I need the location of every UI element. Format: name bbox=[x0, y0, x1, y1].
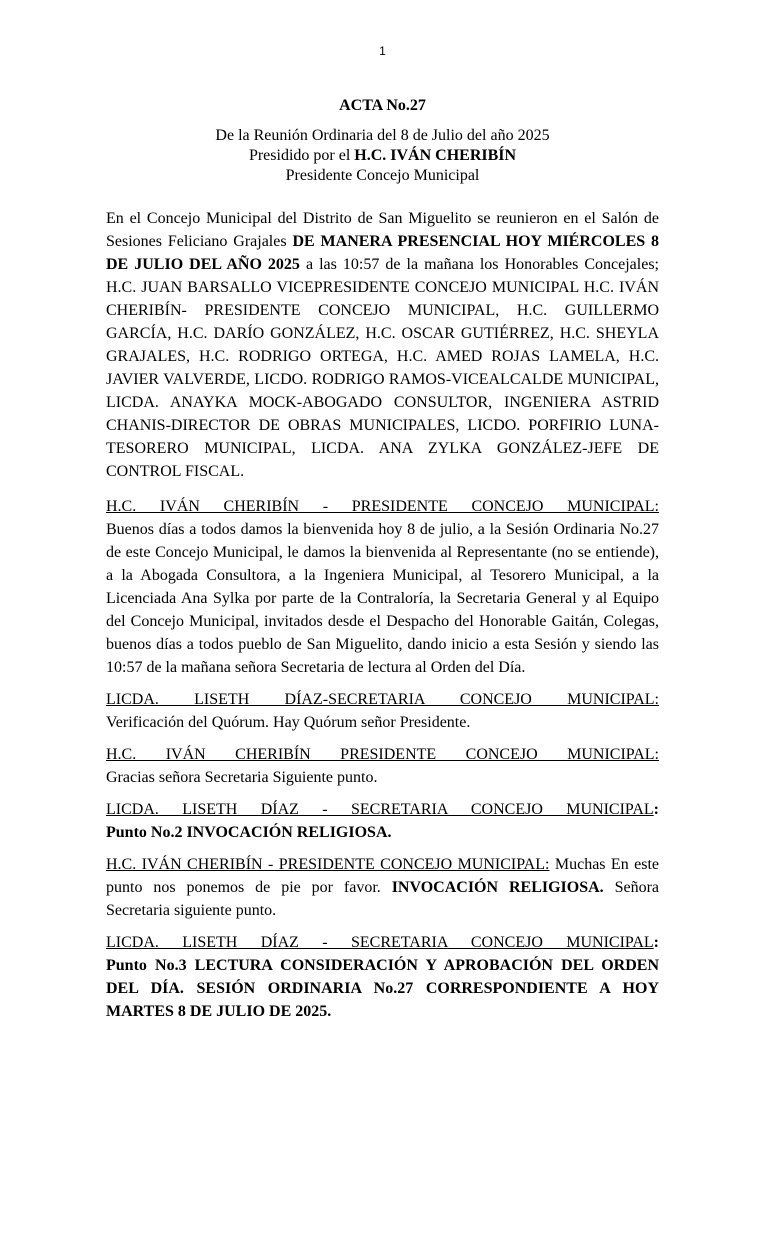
paragraph-point-3 bbox=[106, 931, 659, 1023]
paragraph-president-welcome bbox=[106, 495, 659, 679]
agenda-point-text: Punto No.2 INVOCACIÓN RELIGIOSA. bbox=[106, 824, 392, 841]
page-number: 1 bbox=[379, 44, 386, 58]
paragraph-quorum bbox=[106, 688, 659, 734]
speaker-colon: : bbox=[653, 934, 659, 951]
session-date-line: De la Reunión Ordinaria del 8 de Julio del año 2025 bbox=[215, 127, 550, 144]
speaker-label: H.C. IVÁN CHERIBÍN - PRESIDENTE CONCEJO MUNICIPAL: bbox=[106, 856, 550, 873]
paragraph-next-point bbox=[106, 743, 659, 789]
president-role: Presidente Concejo Municipal bbox=[285, 167, 480, 184]
intro-bold: DE MANERA PRESENCIAL HOY MIÉRCOLES 8 DE JULIO DEL AÑO 2025 bbox=[106, 233, 660, 273]
speech-text: Gracias señora Secretaria Siguiente punto. bbox=[106, 769, 378, 786]
speaker-label: LICDA. LISETH DÍAZ-SECRETARIA CONCEJO MUNICIPAL: bbox=[106, 691, 659, 708]
presided-by-prefix: Presidido por el bbox=[248, 147, 355, 164]
speaker-label: LICDA. LISETH DÍAZ - SECRETARIA CONCEJO MUNICIPAL bbox=[106, 934, 654, 951]
minutes-body bbox=[106, 207, 659, 1032]
president-name: H.C. IVÁN CHERIBÍN bbox=[354, 147, 517, 164]
speech-text: Verificación del Quórum. Hay Quórum señor Presidente. bbox=[106, 714, 471, 731]
speech-text: Buenos días a todos damos la bienvenida hoy 8 de julio, a la Sesión Ordinaria No.27 de este Concejo Municipal, le damos la bienvenida al Representante (no se entiende), a la Abogada Consultora, a la Ingeniera Municipal, al Tesorero Municipal, a la Licenciada Ana Sylka por parte de la Contraloría, la Secretaria General y al Equipo del Concejo Municipal, invitados desde el Despacho del Honorable Gaitán, Colegas, buenos días a todos pueblo de San Miguelito, dando inicio a esta Sesión y siendo las 10:57 de la mañana señora Secretaria de lectura al Orden del Día. bbox=[106, 521, 659, 676]
speaker-line bbox=[106, 931, 659, 954]
intro-paragraph bbox=[106, 207, 659, 483]
speech-bold: INVOCACIÓN RELIGIOSA. bbox=[391, 879, 604, 896]
speech-text-1: Muchas En este punto nos ponemos de pie por favor. bbox=[106, 856, 659, 896]
paragraph-point-2 bbox=[106, 798, 659, 844]
speaker-label: H.C. IVÁN CHERIBÍN PRESIDENTE CONCEJO MUNICIPAL: bbox=[106, 746, 659, 763]
presided-by-line bbox=[0, 146, 765, 166]
speaker-label: H.C. IVÁN CHERIBÍN - PRESIDENTE CONCEJO MUNICIPAL: bbox=[106, 498, 659, 515]
document-header bbox=[0, 96, 765, 186]
intro-text-1: En el Concejo Municipal del Distrito de San Miguelito se reunieron en el Salón de Sesiones Feliciano Grajales bbox=[106, 210, 659, 250]
paragraph-invocation bbox=[106, 853, 659, 922]
speaker-line bbox=[106, 798, 659, 821]
intro-text-2: a las 10:57 de la mañana los Honorables Concejales; H.C. JUAN BARSALLO VICEPRESIDENTE CONCEJO MUNICIPAL H.C. IVÁN CHERIBÍN- PRESIDENTE CONCEJO MUNICIPAL, H.C. GUILLERMO GARCÍA, H.C. DARÍO GONZÁLEZ, H.C. OSCAR GUTIÉRREZ, H.C. SHEYLA GRAJALES, H.C. RODRIGO ORTEGA, H.C. AMED ROJAS LAMELA, H.C. JAVIER VALVERDE, LICDO. RODRIGO RAMOS-VICEALCALDE MUNICIPAL, LICDA. ANAYKA MOCK-ABOGADO CONSULTOR, INGENIERA ASTRID CHANIS-DIRECTOR DE OBRAS MUNICIPALES, LICDO. PORFIRIO LUNA-TESORERO MUNICIPAL, LICDA. ANA ZYLKA GONZÁLEZ-JEFE DE CONTROL FISCAL. bbox=[106, 256, 659, 480]
speaker-label: LICDA. LISETH DÍAZ - SECRETARIA CONCEJO MUNICIPAL bbox=[106, 801, 654, 818]
speech-text-2: Señora Secretaria siguiente punto. bbox=[106, 879, 660, 919]
document-title: ACTA No.27 bbox=[339, 97, 426, 114]
speaker-colon: : bbox=[653, 801, 659, 818]
agenda-point-text: Punto No.3 LECTURA CONSIDERACIÓN Y APROBACIÓN DEL ORDEN DEL DÍA. SESIÓN ORDINARIA No.27 CORRESPONDIENTE A HOY MARTES 8 DE JULIO DE 2025. bbox=[106, 957, 659, 1020]
